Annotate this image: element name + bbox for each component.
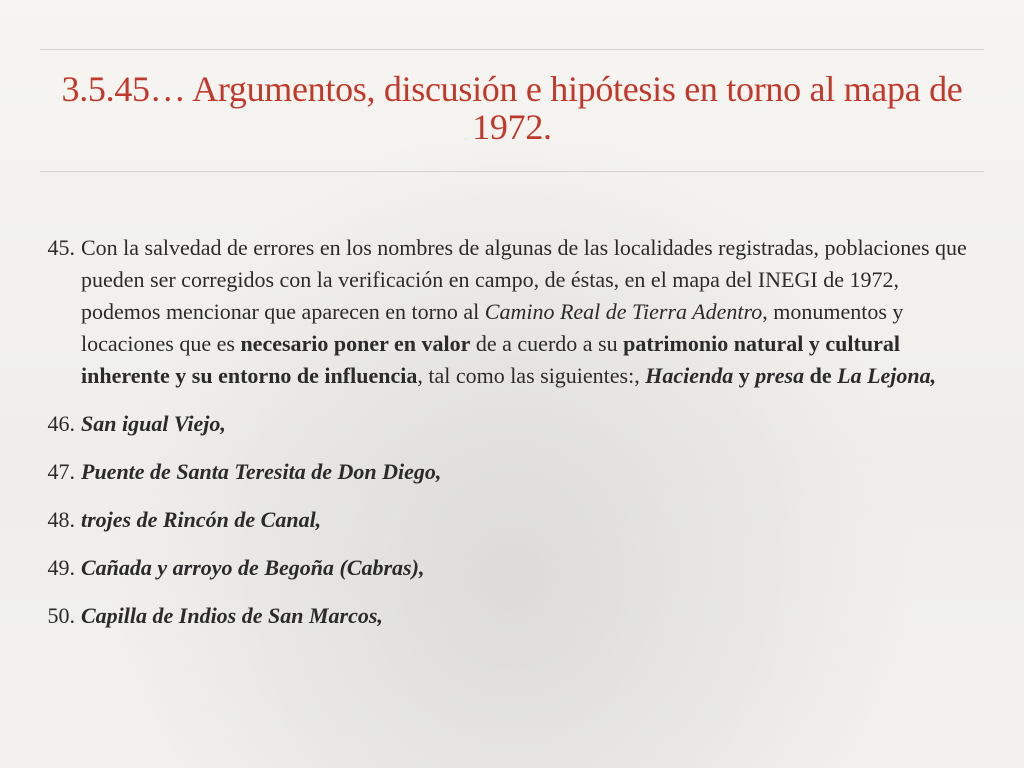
item-text	[81, 235, 967, 388]
text-segment: , monumentos y locaciones que es	[81, 299, 904, 356]
list-item	[0, 456, 1024, 488]
text-segment: , tal como las siguientes:,	[417, 363, 646, 388]
text-segment: de a cuerdo a su	[470, 331, 624, 356]
list-item-number: 50.	[47, 603, 75, 628]
text-segment: Con la salvedad de errores en los nombres de algunas de las localidades registradas, poblaciones que pueden ser corregidos con la verificación en campo, de éstas, en el mapa del INEGI de 1972, podemos mencionar que aparecen en torno al	[81, 235, 967, 324]
text-segment-bold-italic: presa	[755, 363, 805, 388]
list-item-number: 46.	[47, 411, 75, 436]
list-item-number: 45.	[47, 235, 75, 260]
list-item	[0, 504, 1024, 536]
list-item	[0, 408, 1024, 440]
text-segment-bold: y	[733, 363, 756, 388]
numbered-list	[0, 232, 1024, 632]
list-item	[0, 600, 1024, 632]
text-segment-italic: Camino Real de Tierra Adentro	[484, 299, 763, 324]
text-segment-bold: patrimonio natural y cultural inherente y su entorno de influencia	[81, 331, 900, 388]
item-text: Cañada y arroyo de Begoña (Cabras),	[81, 555, 425, 580]
text-segment-bold: de	[804, 363, 838, 388]
text-segment-bold-italic: La Lejona,	[837, 363, 937, 388]
list-item-number: 49.	[47, 555, 75, 580]
item-text: Capilla de Indios de San Marcos,	[81, 603, 383, 628]
list-item	[0, 232, 1024, 392]
text-segment-bold: necesario poner en valor	[240, 331, 471, 356]
list-item-number: 48.	[47, 507, 75, 532]
item-text: trojes de Rincón de Canal,	[81, 507, 322, 532]
slide-title: 3.5.45… Argumentos, discusión e hipótesis en torno al mapa de 1972.	[61, 69, 963, 147]
list-item	[0, 552, 1024, 584]
item-text: Puente de Santa Teresita de Don Diego,	[81, 459, 442, 484]
list-item-number: 47.	[47, 459, 75, 484]
item-text: San igual Viejo,	[81, 411, 226, 436]
text-segment-bold-italic: Hacienda	[645, 363, 734, 388]
bottom-divider	[40, 171, 984, 172]
top-divider	[40, 49, 984, 50]
